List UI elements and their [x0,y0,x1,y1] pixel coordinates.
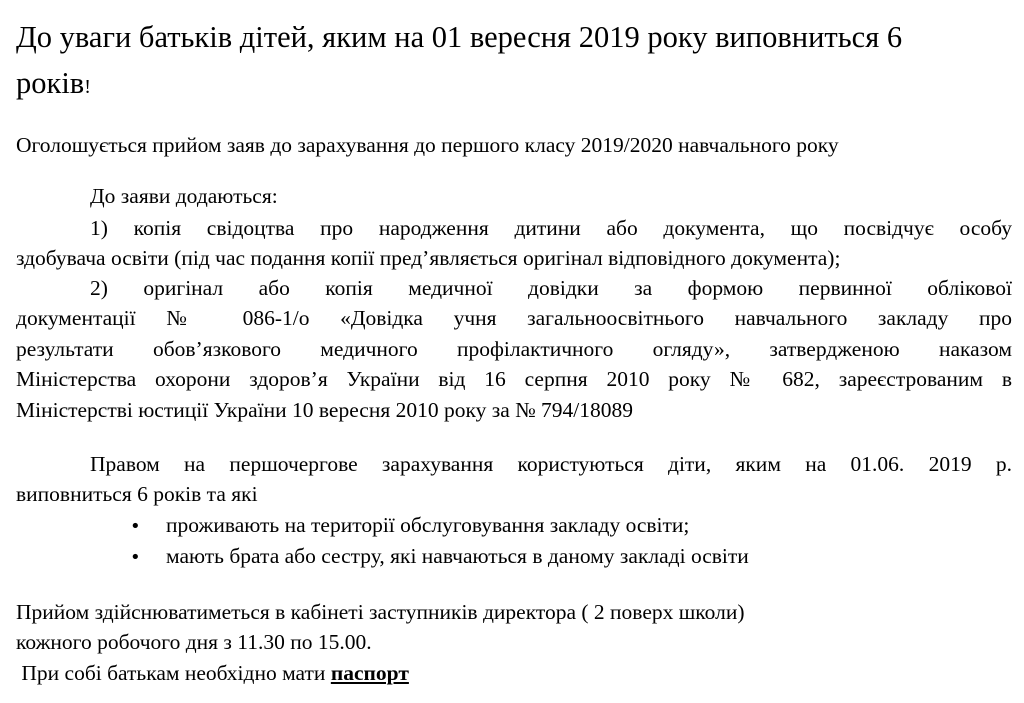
title-line-2: років [16,66,85,100]
bullet-icon: • [130,516,141,537]
title-line-1: До уваги батьків дітей, яким на 01 вересня 2019 року виповниться 6 [16,20,903,54]
bullet-item [130,510,689,542]
item-2-line-5: Міністерстві юстиції України 10 вересня 2010 року за № 794/18089 [16,398,634,422]
passport-note [16,658,409,688]
item-1-line-2: здобувача освіти (під час подання копії пред’являється оригінал відповідного документа); [16,246,841,270]
priority-line-2: виповниться 6 років та які [16,482,258,506]
bullet-text: мають брата або сестру, які навчаються в даному закладі освіти [166,544,749,568]
priority-line-1: Правом на першочергове зарахування користуються діти, яким на 01.06. 2019 р. [90,452,1012,476]
attachments-heading: До заяви додаються: [90,184,278,208]
bullet-icon: • [130,547,141,568]
item-2-line-2: документації № 086-1/о «Довідка учня загальноосвітнього навчального закладу про [16,306,1012,330]
title-exclamation: ! [84,76,91,98]
schedule-line-2: кожного робочого дня з 11.30 по 15.00. [16,630,372,654]
announcement-text: Оголошується прийом заяв до зарахування до першого класу 2019/2020 навчального року [16,133,839,157]
item-1-line-1: 1) копія свідоцтва про народження дитини або документа, що посвідчує особу [90,216,1012,240]
passport-prefix: При собі батькам необхідно мати [16,661,331,685]
passport-word: паспорт [330,661,409,685]
bullet-item [130,541,749,573]
item-2-line-1: 2) оригінал або копія медичної довідки за формою первинної облікової [90,276,1012,300]
schedule-line-1: Прийом здійснюватиметься в кабінеті заступників директора ( 2 поверх школи) [16,600,745,624]
item-2-line-4: Міністерства охорони здоров’я України від 16 серпня 2010 року № 682, зареєстрованим в [16,367,1012,391]
bullet-text: проживають на території обслуговування закладу освіти; [166,513,690,537]
document-title [16,14,1016,110]
item-2-line-3: результати обов’язкового медичного профілактичного огляду», затвердженою наказом [16,337,1012,361]
